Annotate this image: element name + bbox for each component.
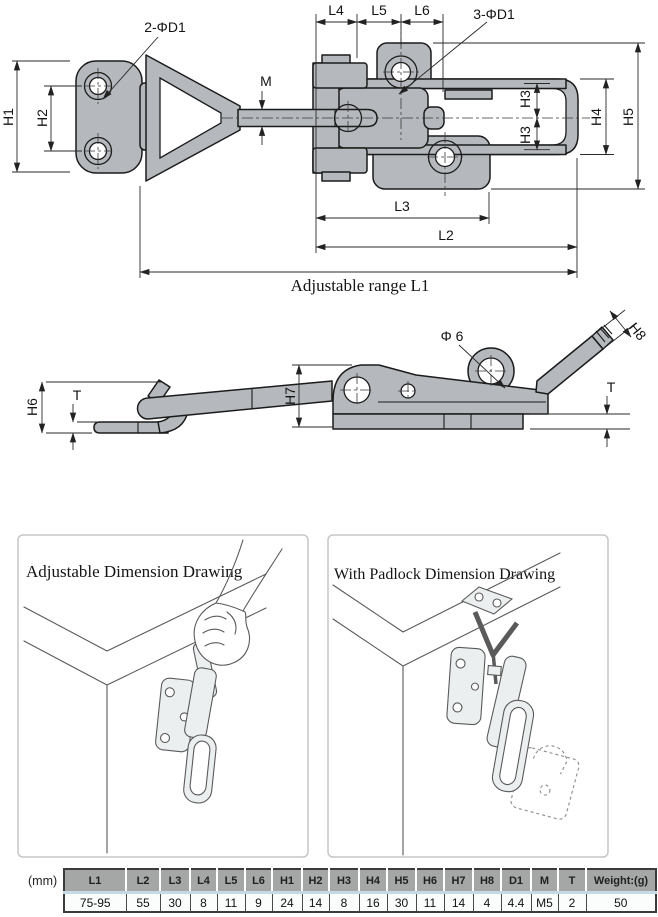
col-header: H2	[302, 869, 329, 893]
col-header: L4	[190, 869, 217, 893]
latch-base-plate	[446, 647, 485, 725]
col-header: M	[531, 869, 558, 893]
clamp-bottom	[313, 148, 367, 173]
dim-l3: L3	[394, 198, 410, 214]
catch-plate-side	[94, 422, 168, 433]
dim-value: 24	[272, 893, 302, 913]
dim-value: M5	[531, 893, 558, 913]
col-header: L1	[64, 869, 126, 893]
dim-l4: L4	[328, 2, 344, 18]
dim-value: 75-95	[79, 895, 111, 910]
dim-h2: H2	[34, 109, 50, 127]
dimension-table	[63, 868, 657, 913]
dim-value: 14	[444, 893, 473, 913]
clamp-top	[313, 63, 367, 88]
clamp-tab	[322, 172, 350, 181]
dim-value: 30	[160, 893, 190, 913]
panel-padlock	[328, 535, 608, 857]
callout-plate-holes: 2-ΦD1	[144, 19, 186, 35]
dim-value: 9	[245, 893, 272, 913]
col-header: H5	[387, 869, 416, 893]
dim-value: 11	[217, 893, 245, 913]
dim-value: 8	[329, 893, 359, 913]
dim-value: 55	[126, 893, 160, 913]
nut-art	[488, 665, 502, 675]
dim-l6: L6	[414, 2, 430, 18]
col-header: H1	[272, 869, 302, 893]
fist	[194, 603, 249, 665]
col-header: Weight:(g)	[586, 869, 656, 893]
handle	[536, 336, 603, 394]
dim-l5: L5	[371, 2, 387, 18]
dim-value: 14	[302, 893, 329, 913]
slide-tab	[445, 90, 492, 99]
dim-t-right: T	[606, 379, 616, 395]
dim-value: 4.4	[501, 893, 531, 913]
col-header: L3	[160, 869, 190, 893]
table-value-row	[64, 893, 656, 913]
dim-value: 8	[190, 893, 217, 913]
dim-h3-lower: H3	[517, 126, 533, 144]
col-header: T	[558, 869, 586, 893]
dim-value: 4	[473, 893, 501, 913]
col-header: H8	[473, 869, 501, 893]
panel-title: Adjustable Dimension Drawing	[26, 562, 243, 581]
col-header: D1	[501, 869, 531, 893]
col-header: H4	[359, 869, 387, 893]
dim-l2: L2	[438, 227, 454, 243]
col-header: L2	[126, 869, 160, 893]
dim-value: 30	[387, 893, 416, 913]
dim-t-left: T	[72, 387, 82, 403]
dim-value: 11	[416, 893, 444, 913]
dim-h7: H7	[282, 387, 298, 405]
callout-phi6: Φ 6	[440, 328, 464, 344]
dim-value: 16	[359, 893, 387, 913]
col-header: H7	[444, 869, 473, 893]
col-header: L5	[217, 869, 245, 893]
panel-title: With Padlock Dimension Drawing	[334, 566, 556, 583]
panel-adjustable	[18, 535, 308, 857]
col-header: L6	[245, 869, 272, 893]
dim-m: M	[260, 73, 272, 89]
top-view-latch-drawing	[76, 18, 590, 196]
dim-h5: H5	[620, 108, 636, 126]
dim-value: 50	[586, 893, 656, 913]
table-header-row	[64, 869, 656, 893]
col-header: H6	[416, 869, 444, 893]
callout-body-holes: 3-ΦD1	[473, 6, 515, 22]
dim-h4: H4	[588, 108, 604, 126]
dim-value: 2	[558, 893, 586, 913]
dim-l1-adjustable-range: Adjustable range L1	[290, 276, 430, 295]
col-header: H3	[329, 869, 359, 893]
unit-label: (mm)	[28, 874, 58, 888]
dim-h8: H8	[625, 319, 650, 344]
side-view-latch-drawing	[94, 325, 613, 433]
dim-h3-upper: H3	[517, 90, 533, 108]
base-plate	[333, 414, 523, 429]
dim-h6: H6	[24, 398, 40, 416]
dim-h1: H1	[0, 108, 16, 126]
